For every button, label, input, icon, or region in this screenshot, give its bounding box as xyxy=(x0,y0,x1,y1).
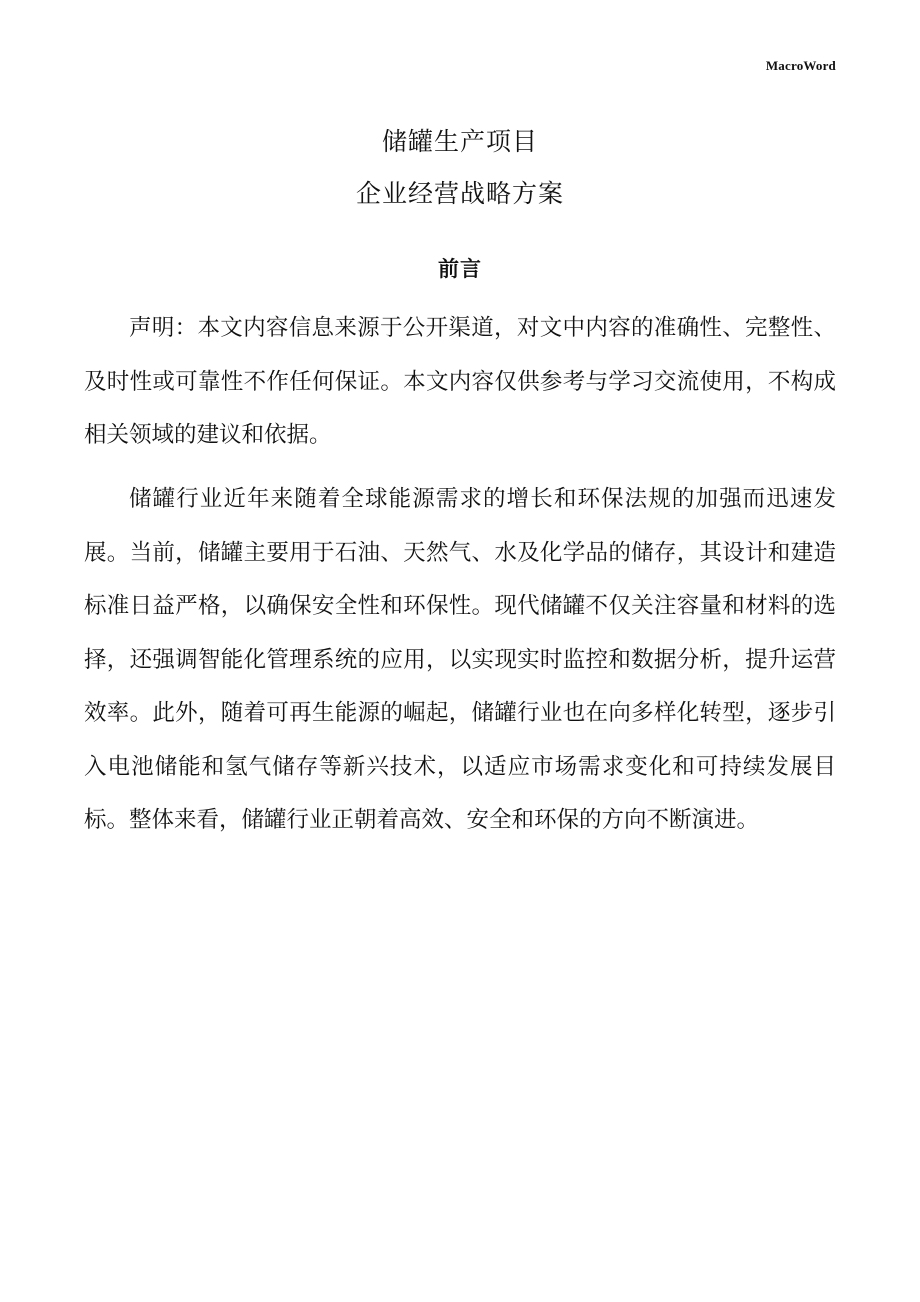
disclaimer-paragraph: 声明：本文内容信息来源于公开渠道，对文中内容的准确性、完整性、及时性或可靠性不作任何保证。本文内容仅供参考与学习交流使用，不构成相关领域的建议和依据。 xyxy=(84,315,836,448)
industry-overview-paragraph: 储罐行业近年来随着全球能源需求的增长和环保法规的加强而迅速发展。当前，储罐主要用于石油、天然气、水及化学品的储存，其设计和建造标准日益严格，以确保安全性和环保性。现代储罐不仅关注容量和材料的选择，还强调智能化管理系统的应用，以实现实时监控和数据分析，提升运营效率。此外，随着可再生能源的崛起，储罐行业也在向多样化转型，逐步引入电池储能和氢气储存等新兴技术，以适应市场需求变化和可持续发展目标。整体来看，储罐行业正朝着高效、安全和环保的方向不断演进。 xyxy=(84,486,836,833)
document-title-line1: 储罐生产项目 xyxy=(381,127,538,156)
section-heading-preface: 前言 xyxy=(438,257,482,281)
document-title-line2: 企业经营战略方案 xyxy=(355,179,564,208)
header-brand: MacroWord xyxy=(765,58,836,73)
